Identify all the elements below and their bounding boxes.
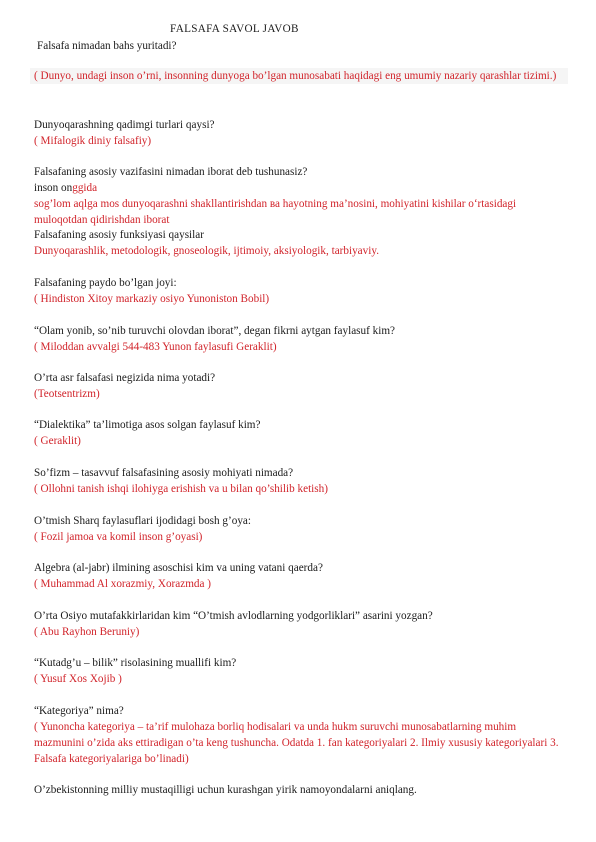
question-11: Algebra (al-jabr) ilmining asoschisi kim va uning vatani qaerda?	[34, 562, 323, 574]
answer-9: ( Ollohni tanish ishqi ilohiyga erishish va u bilan qo’shilib ketish)	[34, 483, 328, 495]
answer-7: (Teotsentrizm)	[34, 388, 100, 400]
answer-6: ( Miloddan avvalgi 544-483 Yunon faylasufi Geraklit)	[34, 341, 277, 353]
answer-12: ( Abu Rayhon Beruniy)	[34, 626, 140, 638]
question-12: O’rta Osiyo mutafakkirlaridan kim “O’tmish avlodlarning yodgorliklari” asarini yozgan?	[34, 610, 433, 622]
question-1: Falsafa nimadan bahs yuritadi?	[37, 40, 177, 52]
answer-5: ( Hindiston Xitoy markaziy osiyo Yunoniston Bobil)	[34, 293, 270, 305]
answer-8: ( Geraklit)	[34, 435, 81, 447]
question-6: “Olam yonib, so’nib turuvchi olovdan iborat”, degan fikrni aytgan faylasuf kim?	[34, 325, 396, 337]
answer-14: ( Yunoncha kategoriya – ta’rif mulohaza borliq hodisalari va unda hukm suruvchi munosabatlarning muhim mazmunini o’zida aks ettiradigan o’ta keng tushuncha. Odatda 1. fan kategoriyalari 2. Ilmiy xususiy kategoriyalari 3. Falsafa kategoriyalariga bo’linadi)	[34, 721, 559, 765]
question-9: So’fizm – tasavvuf falsafasining asosiy mohiyati nimada?	[34, 467, 294, 479]
question-15: O’zbekistonning milliy mustaqilligi uchun kurashgan yirik namoyondalarni aniqlang.	[34, 784, 417, 796]
question-3: Falsafaning asosiy vazifasini nimadan iborat deb tushunasiz?	[34, 166, 308, 178]
question-3-line-2	[34, 180, 564, 196]
question-10: O’tmish Sharq faylasuflari ijodidagi bosh g’oya:	[34, 515, 251, 527]
question-14: “Kategoriya” nima?	[34, 705, 124, 717]
answer-11: ( Muhammad Al xorazmiy, Xorazmda )	[34, 578, 211, 590]
question-2: Dunyoqarashning qadimgi turlari qaysi?	[34, 119, 215, 131]
answer-2: ( Mifalogik diniy falsafiy)	[34, 135, 152, 147]
answer-3: sog’lom aqlga mos dunyoqarashni shakllantirishdan ва hayotning ma’nosini, mohiyatini kishilar o‘rtasidagi muloqotdan qidirishdan iborat	[34, 198, 517, 226]
answer-13: ( Yusuf Xos Xojib )	[34, 673, 122, 685]
document-title: FALSAFA SAVOL JAVOB	[170, 23, 299, 35]
question-7: O’rta asr falsafasi negizida nima yotadi?	[34, 372, 216, 384]
question-5: Falsafaning paydo bo’lgan joyi:	[34, 277, 177, 289]
answer-10: ( Fozil jamoa va komil inson g’oyasi)	[34, 531, 203, 543]
question-13: “Kutadg’u – bilik” risolasining muallifi kim?	[34, 657, 237, 669]
question-8: “Dialektika” ta’limotiga asos solgan faylasuf kim?	[34, 419, 261, 431]
question-3-line-2-prefix: inson on	[34, 182, 73, 194]
answer-4: Dunyoqarashlik, metodologik, gnoseologik, ijtimoiy, aksiyologik, tarbiyaviy.	[34, 245, 380, 257]
question-3-line-2-red: ggida	[72, 182, 98, 194]
question-4: Falsafaning asosiy funksiyasi qaysilar	[34, 229, 204, 241]
answer-1: ( Dunyo, undagi inson o’rni, insonning dunyoga bo’lgan munosabati haqidagi eng umumiy nazariy qarashlar tizimi.)	[30, 68, 568, 84]
